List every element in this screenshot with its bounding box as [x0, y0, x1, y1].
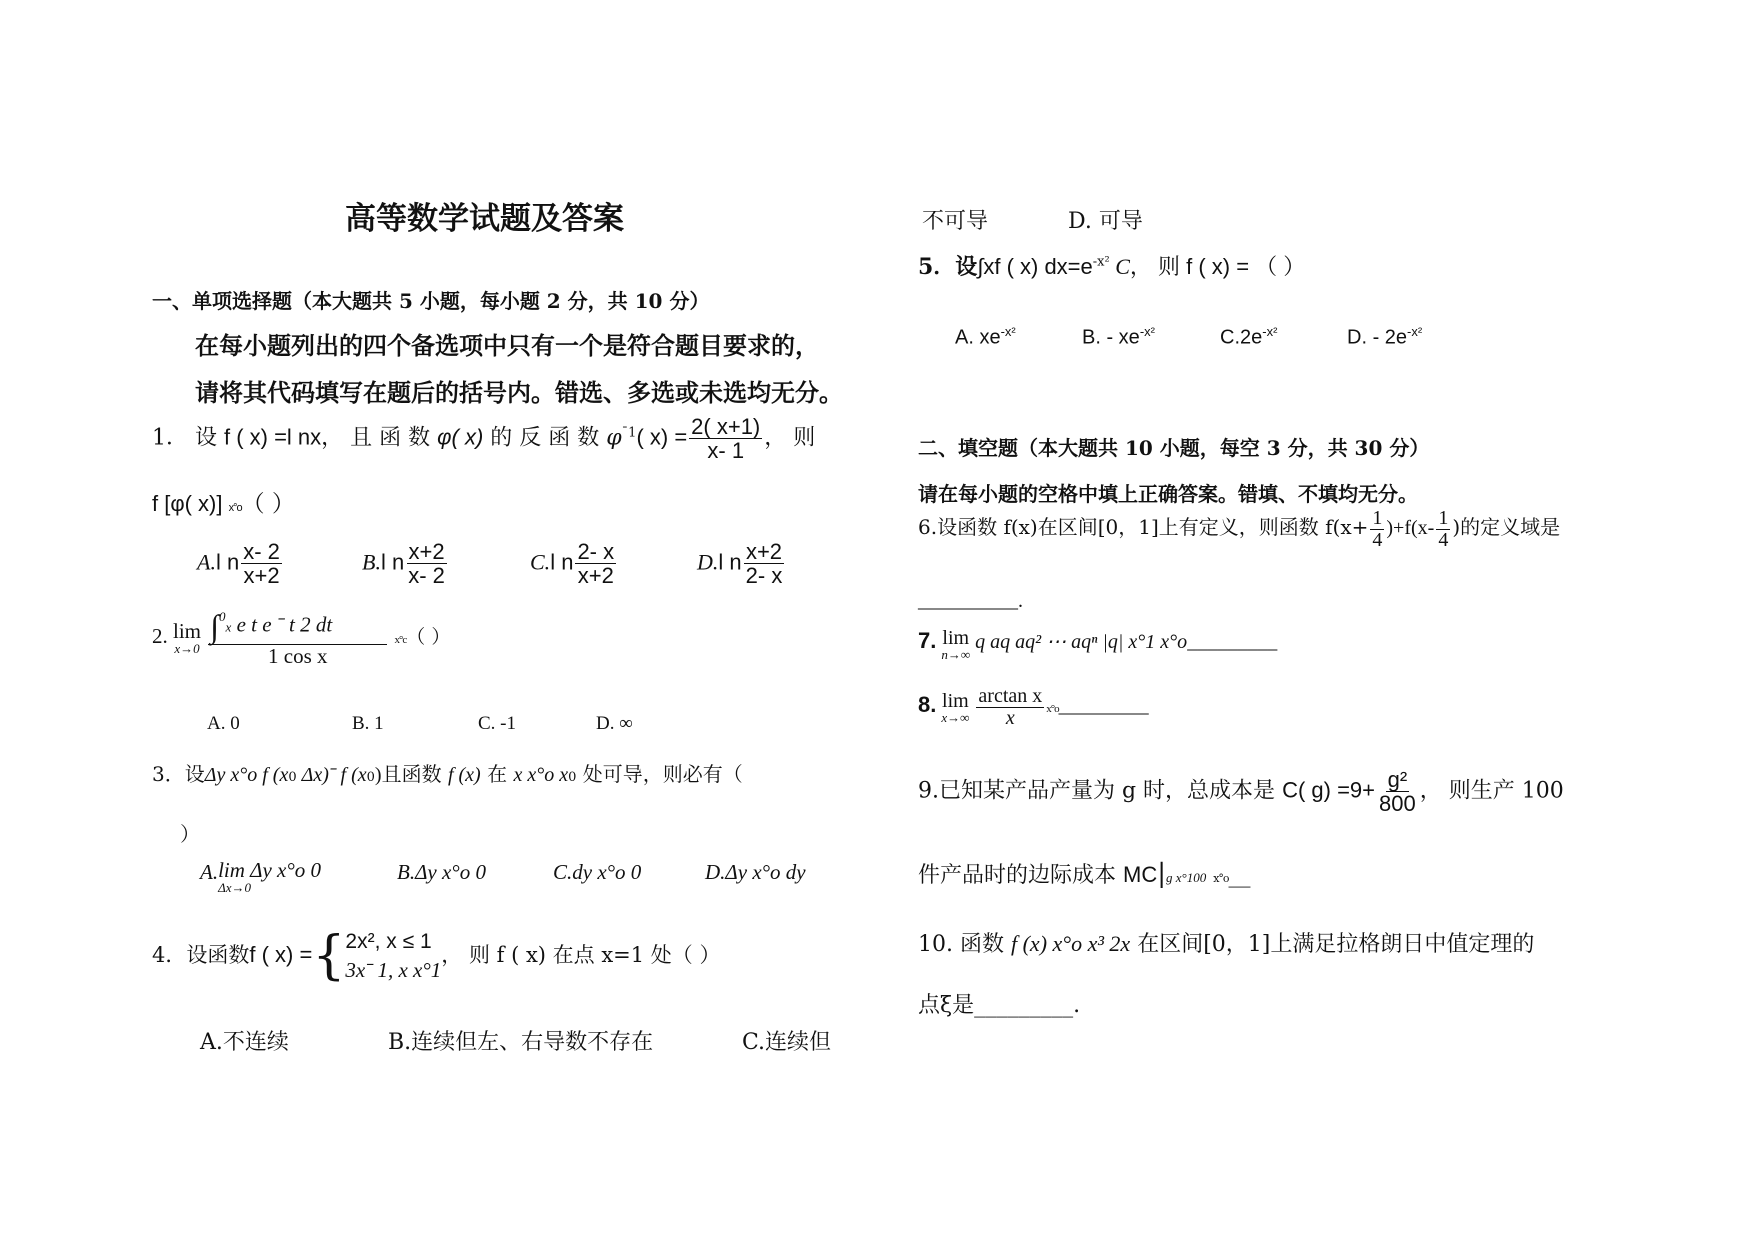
q9-text-2: ， 则生产 100: [1419, 778, 1564, 804]
q5-option-d: [1347, 324, 1422, 350]
q2-option-d: D. ∞: [596, 713, 633, 734]
q3-tail-2: 在: [480, 762, 514, 786]
q1-phi-inverse-sup: ˉ1: [621, 425, 637, 441]
option-sup: -x²: [1139, 324, 1155, 339]
subscript: 0: [568, 770, 577, 785]
q2-lim-sub: x→0: [174, 641, 200, 657]
q6-numerator: 1: [1372, 507, 1383, 529]
q2-numerator: e t e ˉ t 2 dt: [236, 612, 333, 637]
q6-text-1: 6.设函数 f(x)在区间[0，1]上有定义，则函数 f(x+: [918, 515, 1369, 540]
section2-instruction: 请在每小题的空格中填上正确答案。错填、不填均无分。: [918, 482, 1418, 506]
q2-option-b: B. 1: [352, 713, 384, 734]
q9-line-2: [918, 858, 1251, 889]
q3-option-c: [553, 860, 641, 885]
q1-mid: ， 且 函 数: [321, 425, 438, 451]
q5-option-c: [1220, 324, 1277, 350]
q7-lim-sub: n→∞: [941, 647, 971, 662]
option-text: Δy x°o 0: [415, 860, 486, 884]
question-8: [918, 686, 1149, 729]
option-denominator: 2- x: [745, 563, 783, 589]
q3-xeq: x x°o x: [513, 764, 569, 786]
option-label: B.: [362, 549, 381, 575]
q6-denominator: 4: [1372, 529, 1383, 551]
option-prefix: l n: [718, 549, 742, 575]
brace: {: [312, 926, 346, 986]
q8-blank[interactable]: _________: [1058, 695, 1149, 718]
option-numerator: x- 2: [243, 539, 280, 564]
option-text: Δy x°o dy: [725, 860, 806, 884]
q3-tail-3: 处可导，则必有（: [576, 762, 743, 786]
q3-expr-2: Δx)ˉ f (x: [296, 764, 367, 786]
option-label: C.: [1220, 326, 1240, 349]
q1-denominator: x- 1: [707, 438, 745, 464]
question-3: [152, 758, 743, 787]
q6-denominator: 4: [1438, 529, 1449, 551]
q4-option-c: C.连续但: [742, 1030, 832, 1055]
q4-option-a: A.不连续: [200, 1030, 289, 1055]
q5-mid: C: [1109, 254, 1130, 279]
question-4: [152, 926, 720, 986]
subscript: 0: [288, 770, 297, 785]
q9-denominator: 800: [1379, 791, 1416, 817]
q10-text-1: 10. 函数: [918, 932, 1011, 957]
q8-label: 8.: [918, 692, 937, 718]
q3-expr-3: ): [374, 764, 382, 786]
q3-tail: 且函数: [381, 762, 448, 786]
q9-numerator: g²: [1387, 767, 1408, 792]
q2-lim: lim: [173, 619, 202, 644]
q9-text-1: 9.已知某产品产量为 g 时，总成本是: [918, 778, 1283, 804]
question-2: [152, 610, 450, 667]
q10-line-2[interactable]: 点ξ是_________.: [918, 993, 1081, 1018]
option-text: lim Δy x°o 0: [218, 858, 322, 882]
option-label: C.: [553, 860, 573, 884]
q1-option-b: [362, 540, 449, 587]
eval-bar: |: [1157, 859, 1166, 889]
q9-blank[interactable]: __: [1228, 863, 1251, 888]
q8-lim: lim: [942, 690, 969, 712]
q6-numerator: 1: [1438, 507, 1449, 529]
q8-lim-sub: x→∞: [941, 710, 970, 725]
option-text: 2e: [1240, 326, 1263, 349]
q9-line-2-text: 件产品时的边际成本: [918, 863, 1123, 888]
q7-lim: lim: [942, 627, 970, 649]
option-sup: -x²: [1407, 324, 1423, 339]
q1-answer-paren: （ ）: [241, 491, 295, 517]
option-sup: -x²: [1262, 324, 1278, 339]
option-label: B.: [397, 860, 416, 884]
q5-prefix: 5．设: [918, 254, 978, 280]
option-label: A.: [197, 549, 216, 575]
q4-tail: ， 则 f ( x) 在点 x=1 处（ ）: [441, 943, 721, 967]
option-text: dy x°o 0: [572, 860, 642, 884]
q2-int-upper: 0: [219, 609, 226, 624]
option-label: D.: [697, 549, 719, 575]
q1-prefix: 1． 设: [152, 425, 224, 451]
q2-int-lower: x: [225, 619, 232, 635]
q10-expr: f (x) x°o x³ 2x: [1010, 931, 1131, 956]
option-prefix: l n: [215, 549, 240, 575]
q3-option-a: [200, 860, 321, 894]
q1-phi: φ( x): [437, 424, 484, 450]
q5-integral: ∫xf ( x) dx=e: [977, 254, 1093, 279]
section1-instruction-1: 在每小题列出的四个备选项中只有一个是符合题目要求的，: [195, 331, 819, 360]
subscript: 0: [366, 770, 375, 785]
question-1: [152, 415, 815, 462]
q9-expr: C( g) =9+: [1282, 777, 1375, 803]
option-numerator: x+2: [745, 539, 783, 564]
q6-text-2: )+f(x-: [1386, 517, 1435, 540]
q5-sup: -x²: [1092, 254, 1110, 270]
question-5: [918, 250, 1305, 281]
q9-mc: MC: [1123, 862, 1158, 887]
q3-fx: f (x): [447, 764, 481, 786]
q1-phi-inverse: φ: [606, 425, 622, 451]
q3-line-2: ）: [180, 822, 200, 846]
q3-option-d: [705, 860, 806, 885]
question-7: [918, 628, 1277, 661]
q2-option-c: C. -1: [478, 713, 516, 734]
q5-tail: ， 则 f ( x) = （ ）: [1129, 254, 1306, 279]
q1-option-c: [530, 540, 618, 587]
integral-sign: ∫: [210, 608, 220, 644]
option-sub: Δx→0: [218, 880, 251, 895]
q4-prefix: 4．设函数: [152, 943, 250, 967]
question-10: [918, 927, 1534, 958]
q4-fx: f ( x) =: [249, 942, 313, 967]
q8-denominator: x: [1005, 707, 1015, 729]
q9-mc-sub: g x°100: [1165, 870, 1207, 885]
section2-heading: 二、填空题（本大题共 10 小题，每空 3 分，共 30 分）: [918, 436, 1430, 460]
page-title: 高等数学试题及答案: [345, 201, 624, 237]
q2-prefix: 2.: [152, 624, 168, 649]
q2-option-a: A. 0: [207, 713, 240, 734]
q3-expr: Δy x°o f (x: [204, 764, 289, 786]
q2-mark: x°c: [394, 634, 407, 647]
q1-mark: x°o: [228, 502, 242, 514]
option-numerator: x+2: [408, 539, 445, 564]
q1-composition: f [φ( x)]: [152, 491, 229, 516]
q4-option-b: B.连续但左、右导数不存在: [388, 1030, 654, 1055]
q1-tail: ， 则: [764, 425, 816, 451]
q8-mark: x°o: [1046, 703, 1059, 716]
q1-mid2: 的 反 函 数: [483, 425, 607, 451]
q4-case-1: 2x², x ≤ 1: [345, 929, 432, 953]
option-denominator: x- 2: [408, 563, 445, 589]
option-text: - 2e: [1372, 326, 1408, 349]
q3-option-b: [397, 860, 486, 885]
option-text: xe: [979, 326, 1001, 349]
q3-prefix: 3．设: [152, 762, 205, 786]
option-sup: -x²: [1000, 324, 1016, 339]
q9-mark: x°o: [1213, 872, 1229, 885]
option-label: A.: [200, 860, 219, 884]
q1-fraction: [689, 415, 762, 462]
question-6: [918, 508, 1560, 551]
option-numerator: 2- x: [577, 539, 615, 564]
option-label: D.: [1347, 326, 1367, 349]
q6-blank[interactable]: __________.: [918, 590, 1023, 612]
q1-numerator: 2( x+1): [691, 414, 761, 439]
option-label: B.: [1082, 326, 1101, 349]
q2-denominator: 1 cos x: [268, 643, 328, 668]
option-text: - xe: [1106, 326, 1140, 349]
option-label: A.: [955, 326, 974, 349]
section1-heading: 一、单项选择题（本大题共 5 小题，每小题 2 分，共 10 分）: [152, 289, 710, 313]
option-denominator: x+2: [577, 563, 614, 589]
q2-fraction: [208, 610, 387, 667]
q5-option-b: [1082, 324, 1155, 350]
q1-phi-inverse-arg: ( x) =: [636, 424, 688, 450]
q4-case-2: 3xˉ 1, x x°1: [345, 958, 442, 982]
q1-fx: f ( x) =l nx: [223, 424, 322, 450]
q1-option-d: [697, 540, 786, 587]
section1-instruction-2: 请将其代码填写在题后的括号内。错选、多选或未选均无分。: [195, 378, 843, 407]
option-prefix: l n: [550, 549, 574, 575]
question-9: [918, 768, 1564, 815]
option-prefix: l n: [380, 549, 405, 575]
option-denominator: x+2: [243, 563, 280, 589]
q6-text-3: )的定义域是: [1452, 515, 1561, 540]
q4-option-c-continued: 不可导: [922, 209, 989, 234]
q7-expr: q aq aq² ⋯ aqⁿ |q| x°1 x°o: [975, 631, 1188, 653]
q7-label: 7.: [918, 628, 937, 653]
option-label: D.: [705, 860, 726, 884]
q7-blank[interactable]: _________: [1187, 631, 1278, 653]
q1-line-2: [152, 485, 295, 518]
q5-option-a: [955, 324, 1016, 350]
q10-text-2: 在区间[0，1]上满足拉格朗日中值定理的: [1130, 932, 1535, 957]
q1-option-a: [197, 540, 284, 587]
q2-answer-paren: （ ）: [406, 626, 451, 649]
q8-numerator: arctan x: [978, 685, 1043, 707]
q4-option-d: D. 可导: [1068, 209, 1143, 234]
option-label: C.: [530, 549, 551, 575]
